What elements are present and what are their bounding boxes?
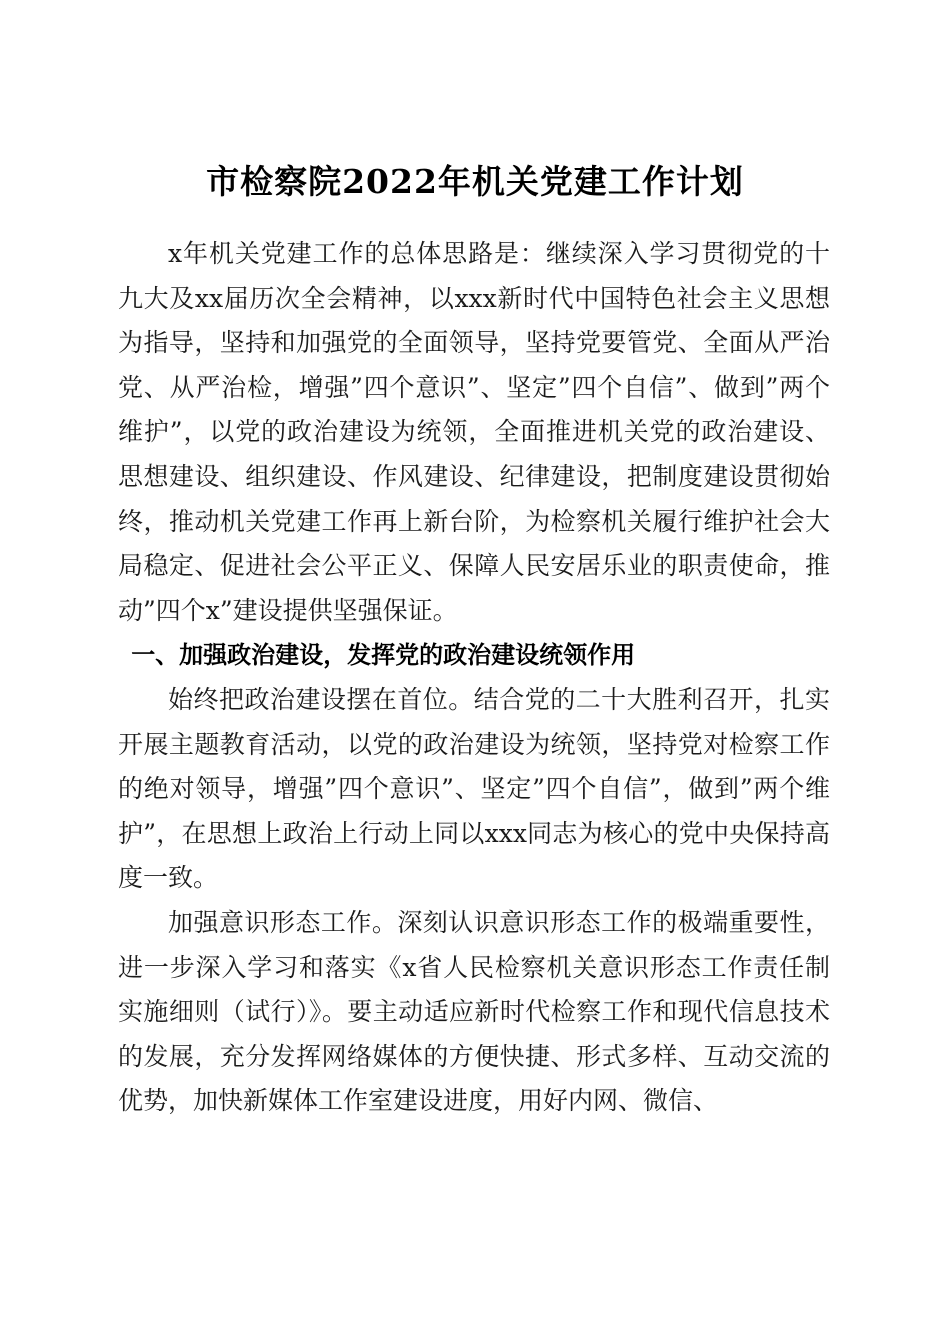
intro-paragraph: x年机关党建工作的总体思路是：继续深入学习贯彻党的十九大及xx届历次全会精神，以xxx新时代中国特色社会主义思想为指导，坚持和加强党的全面领导，坚持党要管党、全面从严治党、从严治检，增强”四个意识”、坚定”四个自信”、做到”两个维护”，以党的政治建设为统领，全面推进机关党的政治建设、思想建设、组织建设、作风建设、纪律建设，把制度建设贯彻始终，推动机关党建工作再上新台阶，为检察机关履行维护社会大局稳定、促进社会公平正义、保障人民安居乐业的职责使命，推动”四个x”建设提供坚强保证。 xyxy=(118,239,830,625)
section-1-paragraph-2: 加强意识形态工作。深刻认识意识形态工作的极端重要性，进一步深入学习和落实《x省人民检察机关意识形态工作责任制实施细则（试行）》。要主动适应新时代检察工作和现代信息技术的发展，充分发挥网络媒体的方便快捷、形式多样、互动交流的优势，加快新媒体工作室建设进度，用好内网、微信、 xyxy=(118,907,830,1116)
document-body xyxy=(118,232,830,1124)
section-1-paragraph-1: 始终把政治建设摆在首位。结合党的二十大胜利召开，扎实开展主题教育活动，以党的政治建设为统领，坚持党对检察工作的绝对领导，增强”四个意识”、坚定”四个自信”，做到”两个维护”，在思想上政治上行动上同以xxx同志为核心的党中央保持高度一致。 xyxy=(118,684,830,893)
section-heading-1: 一、加强政治建设，发挥党的政治建设统领作用 xyxy=(131,641,636,670)
document-title: 市检察院2022年机关党建工作计划 xyxy=(206,162,744,202)
